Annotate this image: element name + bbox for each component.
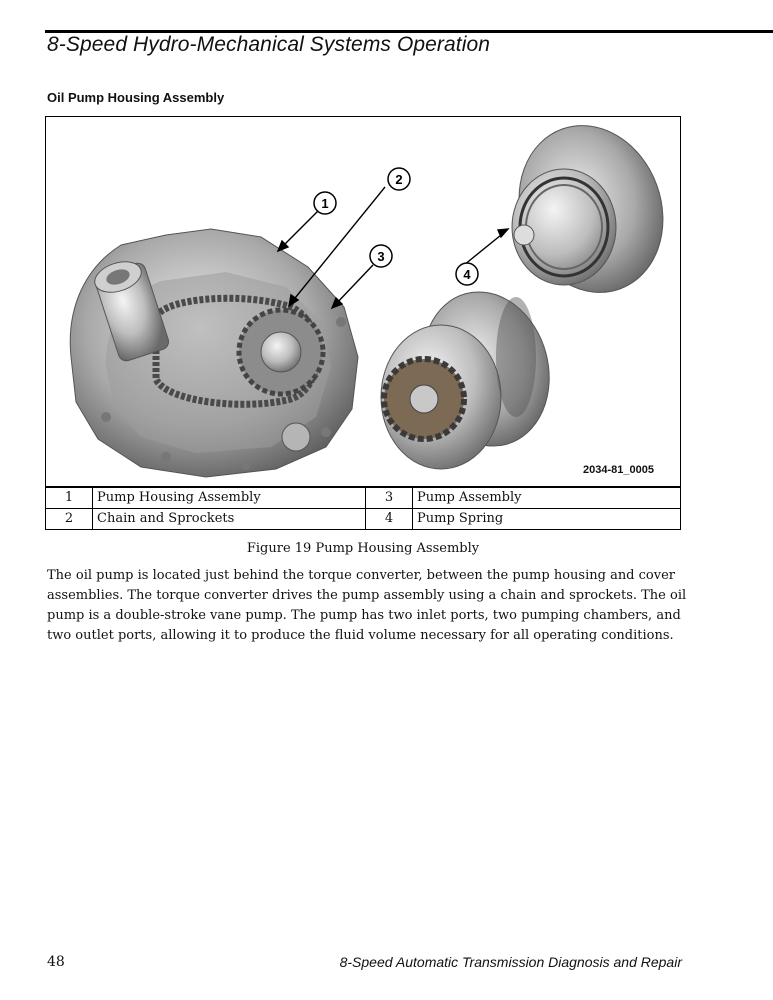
legend-label: Pump Housing Assembly <box>93 488 366 509</box>
legend-table <box>45 487 681 530</box>
legend-number: 1 <box>46 488 93 509</box>
callout-3 <box>370 245 392 267</box>
legend-number: 4 <box>366 509 413 530</box>
page-number: 48 <box>47 954 65 970</box>
body-paragraph: The oil pump is located just behind the torque converter, between the pump housing and cover assemblies. The torque converter drives the pump assembly using a chain and sprockets. The oil pump is a double-stroke vane pump. The pump has two inlet ports, two pumping chambers, and two outlet ports, allowing it to produce the fluid volume necessary for all operating conditions. <box>47 568 687 643</box>
svg-text:1: 1 <box>321 196 329 211</box>
figure-code: 2034-81_0005 <box>583 464 654 476</box>
legend-number: 3 <box>366 488 413 509</box>
callout-2 <box>388 168 410 190</box>
pump-housing-drawing <box>70 229 358 477</box>
pump-housing-illustration <box>46 117 681 487</box>
svg-text:2: 2 <box>395 172 403 187</box>
page-title: 8-Speed Hydro-Mechanical Systems Operation <box>47 33 491 56</box>
legend-row <box>46 488 681 509</box>
svg-text:4: 4 <box>463 267 471 282</box>
legend-row <box>46 509 681 530</box>
legend-number: 2 <box>46 509 93 530</box>
footer-book-title: 8-Speed Automatic Transmission Diagnosis and Repair <box>339 954 682 970</box>
legend-label: Pump Spring <box>413 509 681 530</box>
legend-label: Pump Assembly <box>413 488 681 509</box>
pump-spring-drawing <box>496 117 681 313</box>
pump-assembly-drawing <box>381 278 566 469</box>
figure-caption: Figure 19 Pump Housing Assembly <box>246 541 480 556</box>
callout-1 <box>314 192 336 214</box>
callout-4 <box>456 263 478 285</box>
svg-text:3: 3 <box>377 249 385 264</box>
figure-box <box>45 116 681 487</box>
legend-label: Chain and Sprockets <box>93 509 366 530</box>
section-heading: Oil Pump Housing Assembly <box>47 90 225 105</box>
